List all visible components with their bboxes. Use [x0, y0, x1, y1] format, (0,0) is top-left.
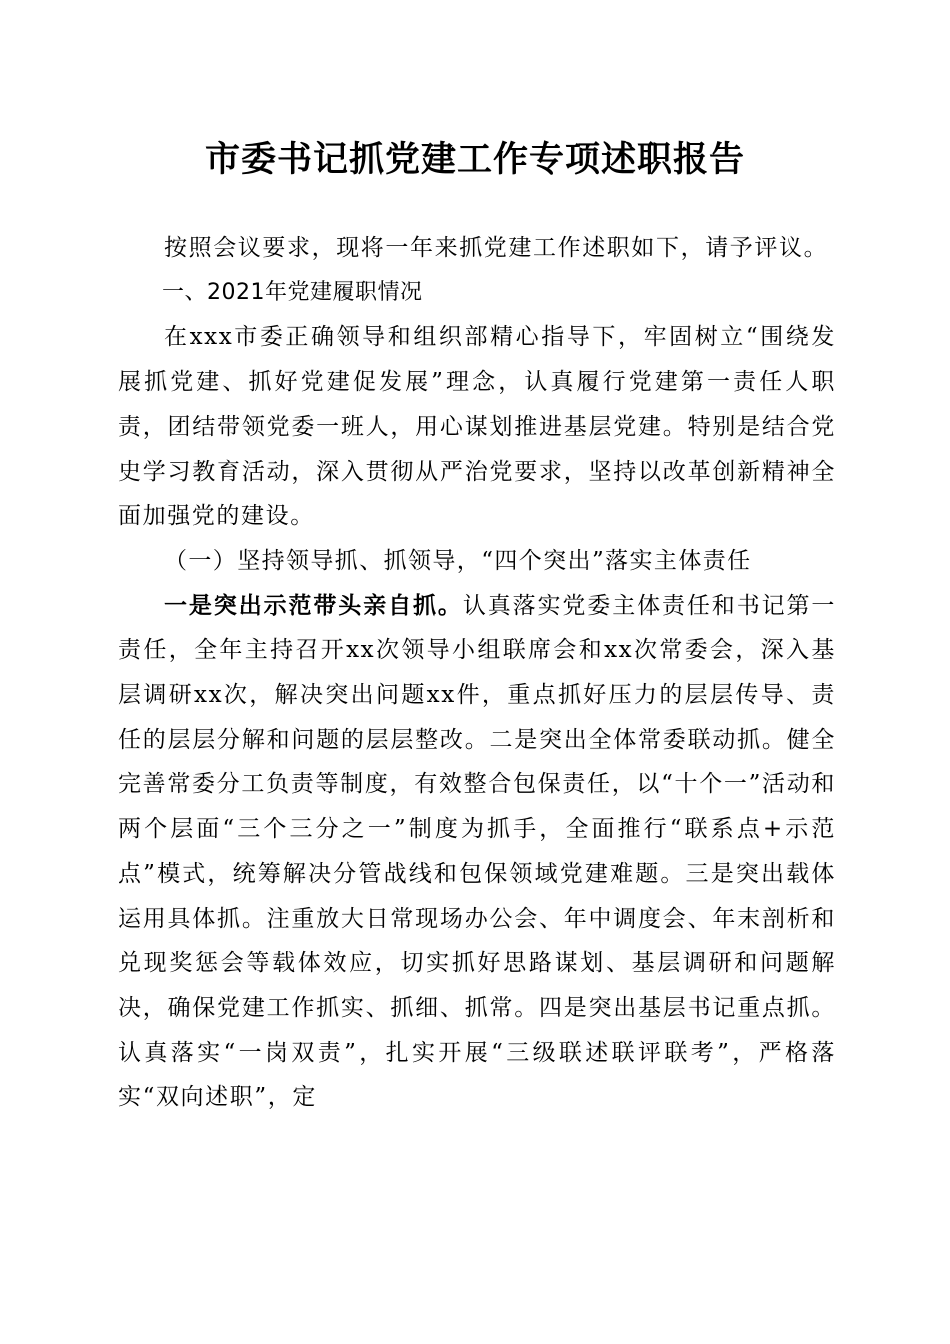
section-paragraph: 在xxx市委正确领导和组织部精心指导下，牢固树立“围绕发展抓党建、抓好党建促发展”理念，认真履行党建第一责任人职责，团结带领党委一班人，用心谋划推进基层党建。特别是结合党史学习教育活动，深入贯彻从严治党要求，坚持以改革创新精神全面加强党的建设。 — [118, 324, 836, 530]
document-title: 市委书记抓党建工作专项述职报告 — [204, 139, 745, 180]
paragraph-lead-phrase: 一是突出示范带头亲自抓。 — [164, 591, 463, 619]
subsection-heading: （一）坚持领导抓、抓领导，“四个突出”落实主体责任 — [164, 547, 752, 574]
section-heading: 一、2021年党建履职情况 — [162, 279, 423, 305]
intro-paragraph: 按照会议要求，现将一年来抓党建工作述职如下，请予评议。 — [164, 235, 829, 261]
paragraph-body-text: 认真落实党委主体责任和书记第一责任，全年主持召开xx次领导小组联席会和xx次常委会，深入基层调研xx次，解决突出问题xx件，重点抓好压力的层层传导、责任的层层分解和问题的层层整改。二是突出全体常委联动抓。健全完善常委分工负责等制度，有效整合包保责任，以“十个一”活动和两个层面“三个三分之一”制度为抓手，全面推行“联系点+示范点”模式，统筹解决分管战线和包保领域党建难题。三是突出载体运用具体抓。注重放大日常现场办公会、年中调度会、年末剖析和兑现奖惩会等载体效应，切实抓好思路谋划、基层调研和问题解决，确保党建工作抓实、抓细、抓常。四是突出基层书记重点抓。认真落实“一岗双责”，扎实开展“三级联述联评联考”，严格落实“双向述职”，定 — [118, 592, 837, 1111]
subsection-paragraph — [118, 584, 836, 1120]
document-body — [118, 226, 836, 1120]
